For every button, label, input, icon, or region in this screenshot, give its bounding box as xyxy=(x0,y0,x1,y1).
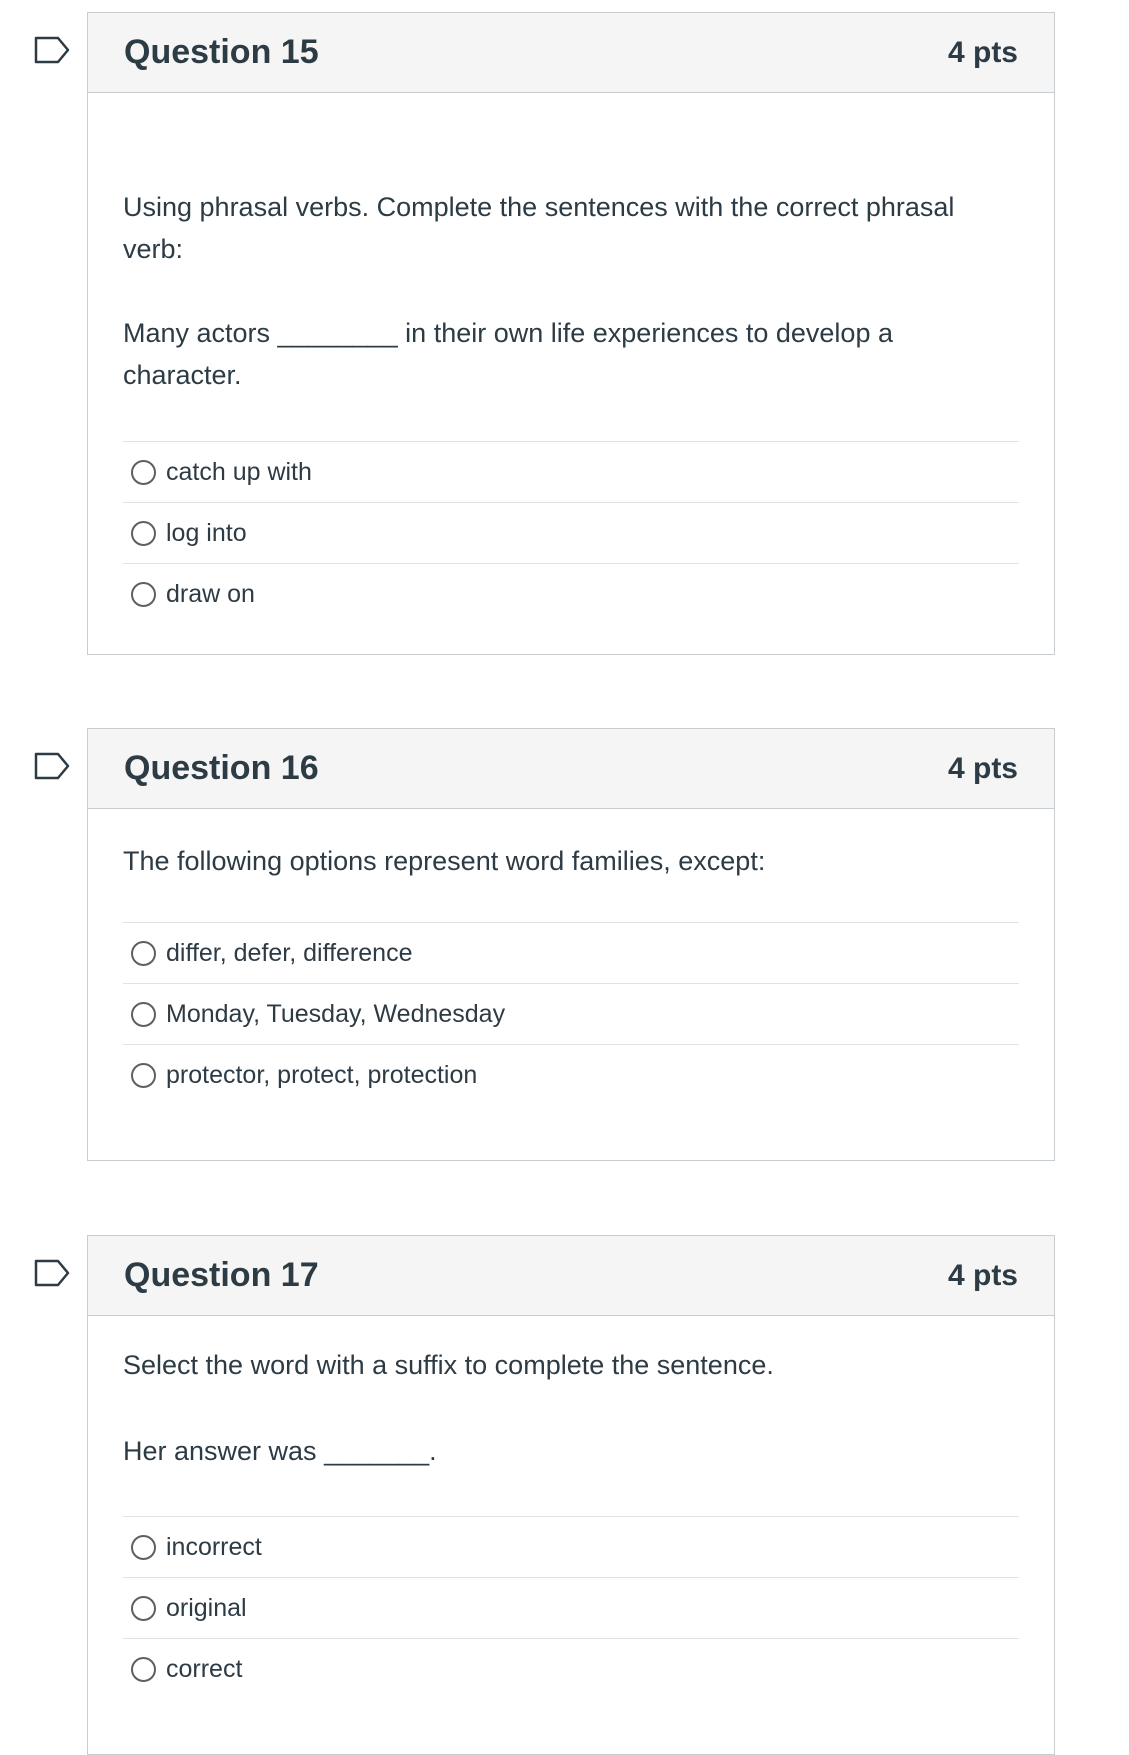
radio-button[interactable] xyxy=(131,1063,156,1088)
radio-button[interactable] xyxy=(131,941,156,966)
answer-label: draw on xyxy=(166,579,255,608)
answer-list xyxy=(123,441,1019,624)
answer-option[interactable] xyxy=(123,442,1019,503)
radio-button[interactable] xyxy=(131,582,156,607)
flag-question-icon[interactable] xyxy=(34,1259,70,1287)
radio-button[interactable] xyxy=(131,1535,156,1560)
answer-option[interactable] xyxy=(123,1639,1019,1699)
answer-label: Monday, Tuesday, Wednesday xyxy=(166,999,506,1028)
question-prompt: Using phrasal verbs. Complete the sentences with the correct phrasal verb: xyxy=(123,192,955,264)
answer-label: catch up with xyxy=(166,457,312,486)
answer-list xyxy=(123,922,1019,1105)
question-prompt: The following options represent word families, except: xyxy=(123,846,766,876)
answer-option[interactable] xyxy=(123,923,1019,984)
question-sentence: Her answer was _______. xyxy=(123,1436,437,1466)
answer-label: correct xyxy=(166,1654,243,1683)
question-card-17 xyxy=(87,1235,1055,1755)
question-header xyxy=(88,13,1054,93)
question-header xyxy=(88,729,1054,809)
flag-question-icon[interactable] xyxy=(34,752,70,780)
question-points: 4 pts xyxy=(947,35,1018,69)
radio-button[interactable] xyxy=(131,1657,156,1682)
flag-question-icon[interactable] xyxy=(34,36,70,64)
answer-option[interactable] xyxy=(123,984,1019,1045)
question-prompt: Select the word with a suffix to complete the sentence. xyxy=(123,1350,774,1380)
radio-button[interactable] xyxy=(131,460,156,485)
answer-option[interactable] xyxy=(123,1045,1019,1105)
answer-label: protector, protect, protection xyxy=(166,1060,478,1089)
answer-label: log into xyxy=(166,518,247,547)
answer-label: original xyxy=(166,1593,247,1622)
question-card-15 xyxy=(87,12,1055,655)
answer-option[interactable] xyxy=(123,503,1019,564)
answer-list xyxy=(123,1516,1019,1699)
answer-label: incorrect xyxy=(166,1532,262,1561)
answer-option[interactable] xyxy=(123,1578,1019,1639)
radio-button[interactable] xyxy=(131,1596,156,1621)
question-points: 4 pts xyxy=(947,1258,1018,1292)
question-title: Question 15 xyxy=(124,33,319,71)
radio-button[interactable] xyxy=(131,1002,156,1027)
question-title: Question 16 xyxy=(124,749,319,787)
question-card-16 xyxy=(87,728,1055,1161)
question-points: 4 pts xyxy=(947,751,1018,785)
question-title: Question 17 xyxy=(124,1256,319,1294)
answer-option[interactable] xyxy=(123,1517,1019,1578)
answer-label: differ, defer, difference xyxy=(166,938,413,967)
answer-option[interactable] xyxy=(123,564,1019,624)
question-header xyxy=(88,1236,1054,1316)
radio-button[interactable] xyxy=(131,521,156,546)
question-sentence: Many actors ________ in their own life experiences to develop a character. xyxy=(123,318,893,390)
